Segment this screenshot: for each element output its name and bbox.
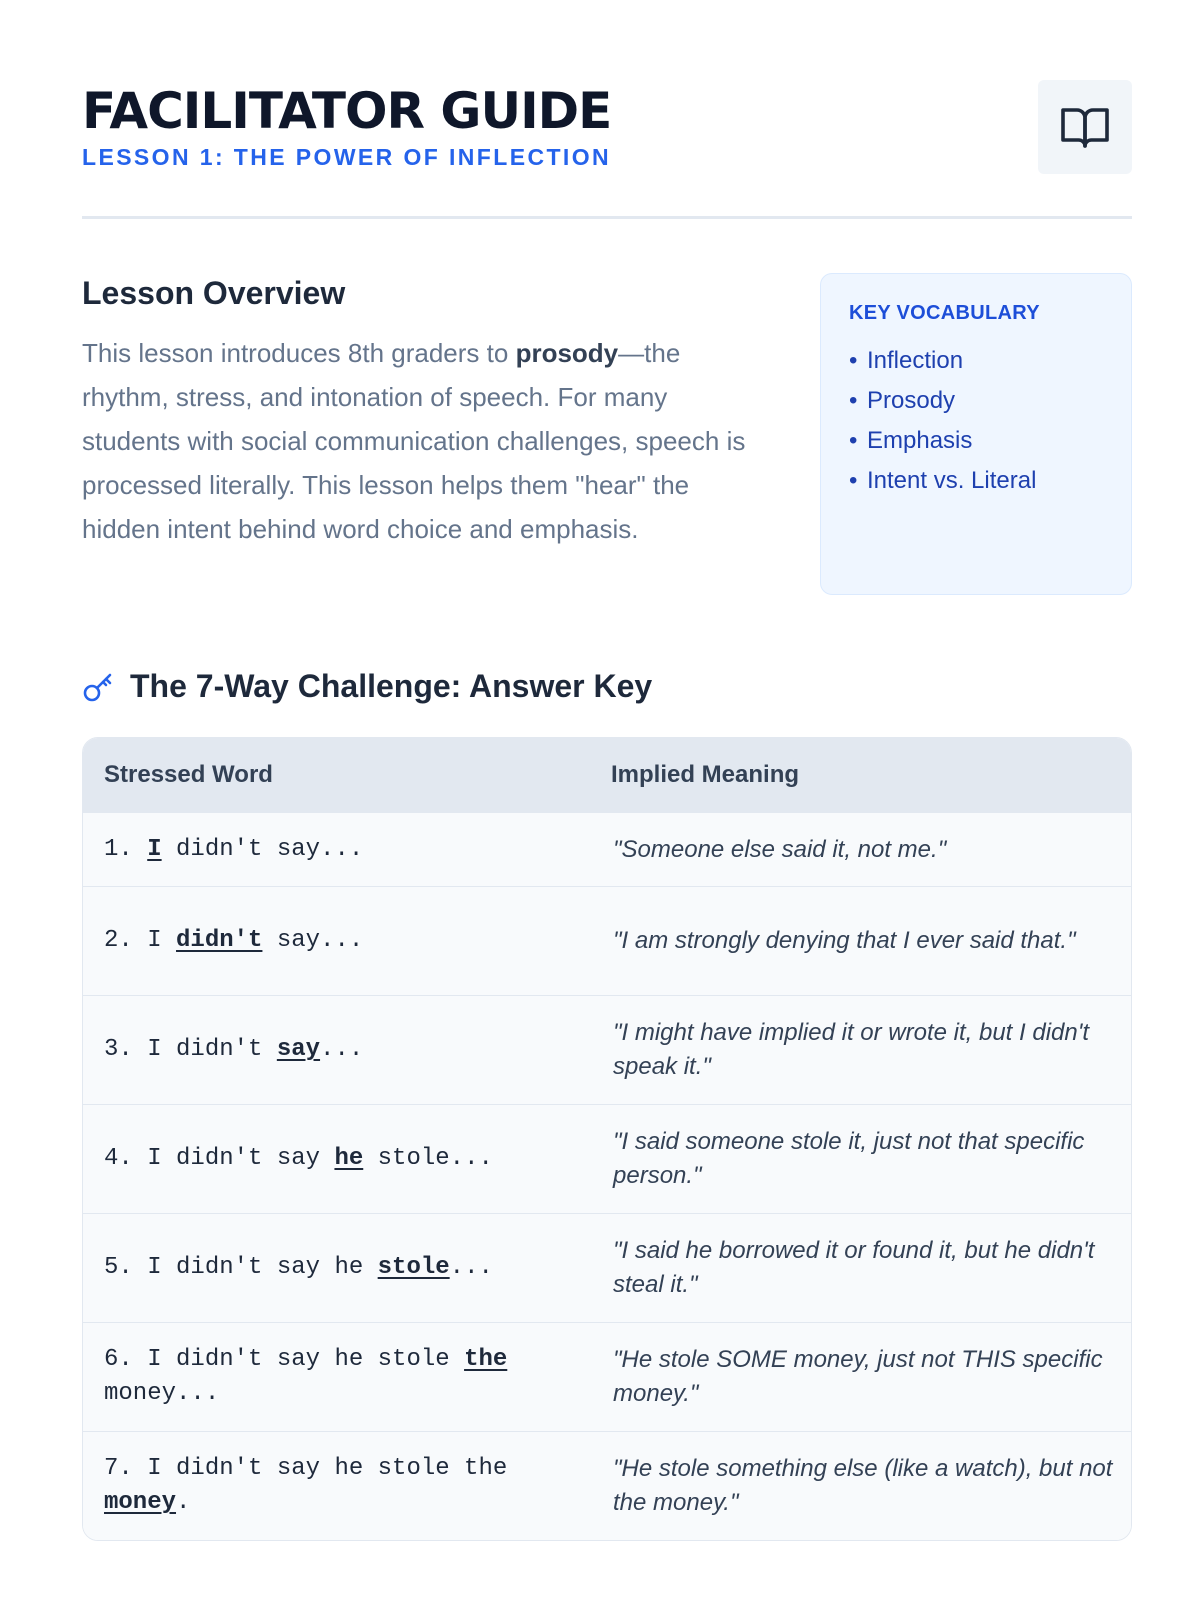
vocabulary-list (849, 341, 1131, 501)
sentence-before: 6. I didn't say he stole (104, 1346, 465, 1373)
answer-key-heading-row (82, 668, 652, 705)
implied-meaning-cell: "I am strongly denying that I ever said that." (603, 887, 1132, 996)
vocabulary-term: Inflection (867, 347, 964, 374)
bullet: • (849, 427, 858, 454)
column-header-stressed-word: Stressed Word (83, 738, 603, 813)
stressed-word-cell (83, 813, 603, 887)
key-vocabulary-box (820, 273, 1132, 595)
stressed-word-cell (83, 1105, 603, 1214)
stressed-word-cell (83, 1214, 603, 1323)
table-row (83, 1105, 1132, 1214)
vocabulary-item (849, 341, 1131, 381)
overview-heading: Lesson Overview (82, 275, 346, 311)
table-row (83, 813, 1132, 887)
sentence-after: ... (320, 1036, 364, 1063)
page-title: FACILITATOR GUIDE (82, 82, 612, 140)
sentence-after: ... (449, 1254, 493, 1281)
sentence-after: didn't say... (161, 835, 364, 863)
stressed-word: I (147, 835, 162, 863)
vocabulary-item (849, 461, 1131, 501)
table-row (83, 887, 1132, 996)
vocabulary-heading: KEY VOCABULARY (849, 302, 1040, 324)
sentence-before: 2. I (104, 927, 177, 954)
vocabulary-item (849, 381, 1131, 421)
vocabulary-term: Prosody (867, 387, 956, 414)
sentence-before: 1. (104, 835, 148, 863)
stressed-word: the (464, 1346, 508, 1373)
sentence-after: stole... (363, 1145, 493, 1172)
stressed-word-cell (83, 996, 603, 1105)
table-header-row (83, 738, 1132, 813)
table-row (83, 1214, 1132, 1323)
stressed-word: money (104, 1489, 177, 1516)
stressed-word-cell (83, 887, 603, 996)
overview-paragraph (82, 331, 762, 551)
sentence-after: money... (104, 1380, 220, 1407)
vocabulary-term: Emphasis (867, 427, 973, 454)
book-open-icon (1060, 105, 1110, 149)
stressed-word: say (276, 1036, 321, 1063)
overview-text-end: —the rhythm, stress, and intonation of speech. For many students with social communication challenges, speech is processed literally. This lesson helps them "hear" the hidden intent behind word choice and emphasis. (82, 338, 746, 545)
lesson-overview (82, 276, 762, 551)
key-icon (82, 670, 116, 704)
sentence-before: 5. I didn't say he (104, 1254, 378, 1281)
implied-meaning-cell: "I said he borrowed it or found it, but he didn't steal it." (603, 1214, 1132, 1323)
answer-key-table (82, 737, 1132, 1541)
header-divider (82, 216, 1132, 219)
implied-meaning-cell: "He stole SOME money, just not THIS specific money." (603, 1323, 1132, 1432)
vocabulary-item (849, 421, 1131, 461)
answer-key-heading: The 7-Way Challenge: Answer Key (130, 668, 653, 704)
sentence-after: . (176, 1489, 191, 1516)
guide-book-button[interactable] (1038, 80, 1132, 174)
stressed-word-cell (83, 1432, 603, 1541)
stressed-word-cell (83, 1323, 603, 1432)
implied-meaning-cell: "Someone else said it, not me." (603, 813, 1132, 887)
overview-bold-term: prosody (515, 338, 619, 369)
stressed-word: didn't (176, 927, 263, 954)
sentence-before: 4. I didn't say (104, 1145, 335, 1172)
sentence-before: 7. I didn't say he stole the (104, 1455, 508, 1482)
table-row (83, 1432, 1132, 1541)
overview-text-start: This lesson introduces 8th graders to (82, 338, 516, 369)
stressed-word: he (334, 1145, 364, 1172)
vocabulary-term: Intent vs. Literal (867, 467, 1037, 494)
bullet: • (849, 387, 858, 414)
sentence-before: 3. I didn't (104, 1036, 277, 1063)
table-row (83, 996, 1132, 1105)
stressed-word: stole (377, 1254, 450, 1281)
bullet: • (849, 347, 858, 374)
implied-meaning-cell: "I said someone stole it, just not that specific person." (603, 1105, 1132, 1214)
sentence-after: say... (262, 927, 364, 954)
implied-meaning-cell: "He stole something else (like a watch), but not the money." (603, 1432, 1132, 1541)
page-header (82, 80, 1132, 220)
lesson-subtitle: LESSON 1: THE POWER OF INFLECTION (82, 144, 611, 170)
bullet: • (849, 467, 858, 494)
table-row (83, 1323, 1132, 1432)
implied-meaning-cell: "I might have implied it or wrote it, but I didn't speak it." (603, 996, 1132, 1105)
column-header-implied-meaning: Implied Meaning (603, 738, 1132, 813)
answer-table (83, 738, 1132, 1540)
